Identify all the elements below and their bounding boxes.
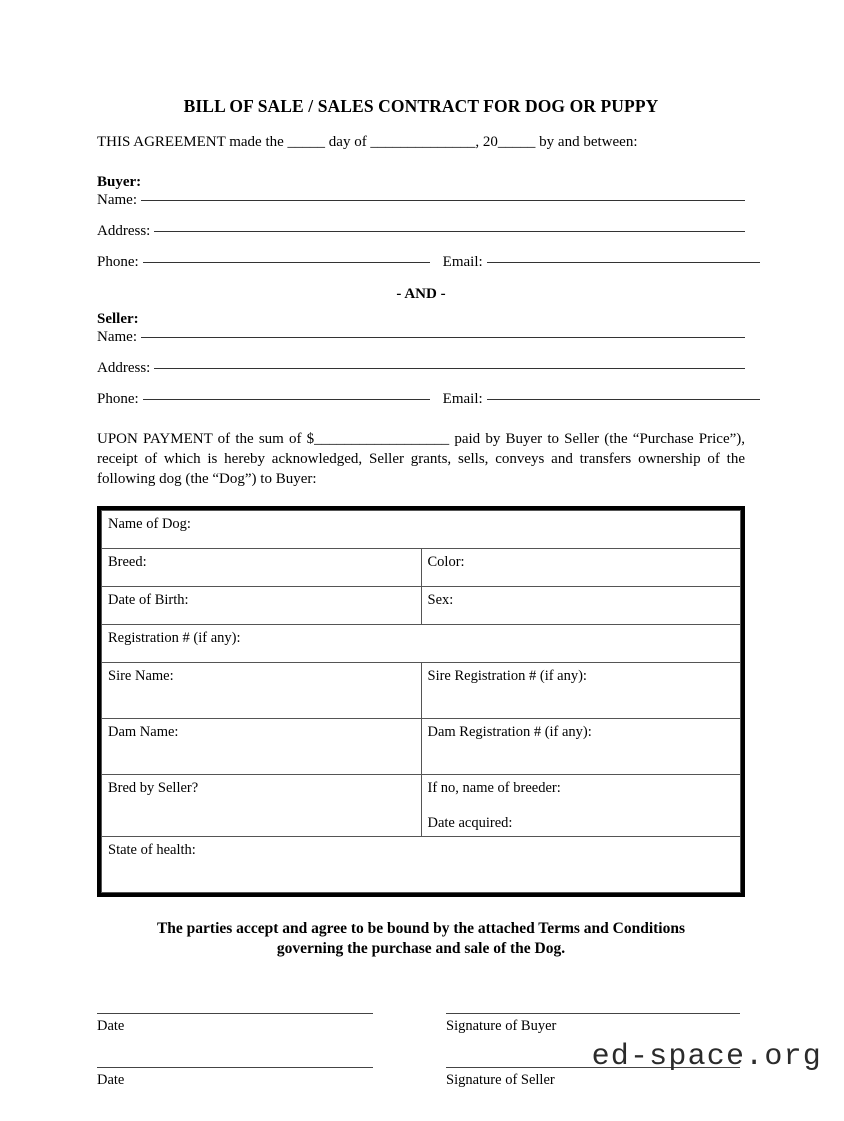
seller-name-row (97, 328, 745, 346)
seller-address-input[interactable] (154, 368, 745, 369)
buyer-section (97, 174, 745, 271)
seller-email-input[interactable] (487, 399, 760, 400)
buyer-email-input[interactable] (487, 262, 760, 263)
cell-registration-number[interactable]: Registration # (if any): (102, 625, 741, 663)
cell-sire-name[interactable]: Sire Name: (102, 663, 422, 719)
agreement-intro-line: THIS AGREEMENT made the _____ day of ______________, 20_____ by and between: (97, 134, 638, 150)
watermark: ed-space.org (591, 1040, 822, 1074)
cell-breed[interactable]: Breed: (102, 549, 422, 587)
seller-date-label: Date (97, 1071, 125, 1088)
buyer-address-label: Address: (97, 223, 151, 239)
table-row (102, 625, 741, 663)
table-row (102, 511, 741, 549)
date-acquired-label: Date acquired: (427, 815, 513, 832)
seller-signature-label: Signature of Seller (446, 1071, 555, 1088)
buyer-date-input[interactable] (97, 1013, 373, 1014)
seller-phone-label: Phone: (97, 391, 139, 408)
and-divider: - AND - (396, 286, 446, 302)
cell-date-of-birth[interactable]: Date of Birth: (102, 587, 422, 625)
document-content (97, 96, 745, 1121)
table-row (102, 549, 741, 587)
seller-date-block (97, 1067, 373, 1089)
buyer-heading: Buyer: (97, 173, 142, 190)
acceptance-statement-line-1: The parties accept and agree to be bound by the attached Terms and Conditions (156, 920, 686, 938)
seller-name-label: Name: (97, 329, 137, 346)
acceptance-statement-line-2: governing the purchase and sale of the Dog. (276, 940, 566, 958)
dog-information-table (97, 506, 745, 897)
seller-address-row (97, 359, 745, 377)
buyer-signature-label: Signature of Buyer (446, 1017, 557, 1034)
buyer-signature-input[interactable] (446, 1013, 740, 1014)
cell-bred-by-seller[interactable]: Bred by Seller? (102, 775, 422, 837)
table-row (102, 587, 741, 625)
seller-date-input[interactable] (97, 1067, 373, 1068)
cell-name-of-dog[interactable]: Name of Dog: (102, 511, 741, 549)
table-row (102, 663, 741, 719)
buyer-date-block (97, 1013, 373, 1035)
cell-dam-name[interactable]: Dam Name: (102, 719, 422, 775)
buyer-address-input[interactable] (154, 231, 745, 232)
buyer-address-row (97, 222, 745, 240)
seller-name-input[interactable] (141, 337, 745, 338)
seller-heading: Seller: (97, 311, 139, 327)
cell-breeder-info[interactable] (421, 775, 741, 837)
buyer-email-label: Email: (442, 254, 483, 270)
buyer-name-row (97, 191, 745, 209)
page-title: BILL OF SALE / SALES CONTRACT FOR DOG OR PUPPY (183, 96, 659, 116)
seller-email-label: Email: (442, 391, 483, 408)
cell-state-of-health[interactable]: State of health: (102, 837, 741, 893)
table-row (102, 775, 741, 837)
seller-contact-row (97, 390, 745, 408)
buyer-phone-label: Phone: (97, 254, 139, 270)
signature-row-buyer (97, 1013, 745, 1035)
cell-dam-registration[interactable]: Dam Registration # (if any): (421, 719, 741, 775)
payment-paragraph: UPON PAYMENT of the sum of $__________________ paid by Buyer to Seller (the “Purchase Price”), receipt of which is hereby acknowledged, Seller grants, sells, conveys and transfers ownership of the following dog (the “Dog”) to Buyer: (97, 431, 745, 488)
seller-address-label: Address: (97, 360, 151, 377)
table-row (102, 719, 741, 775)
breeder-name-label: If no, name of breeder: (427, 780, 561, 797)
cell-color[interactable]: Color: (421, 549, 741, 587)
table-row (102, 837, 741, 893)
cell-sex[interactable]: Sex: (421, 587, 741, 625)
cell-sire-registration[interactable]: Sire Registration # (if any): (421, 663, 741, 719)
signature-spacer (373, 1013, 446, 1035)
seller-section (97, 311, 745, 408)
buyer-name-input[interactable] (141, 200, 745, 201)
buyer-contact-row (97, 253, 745, 271)
buyer-signature-block (446, 1013, 740, 1035)
buyer-phone-input[interactable] (143, 262, 430, 263)
seller-phone-input[interactable] (143, 399, 430, 400)
buyer-name-label: Name: (97, 192, 137, 208)
acceptance-statement (97, 919, 745, 959)
signature-spacer (373, 1067, 446, 1089)
buyer-date-label: Date (97, 1017, 125, 1034)
